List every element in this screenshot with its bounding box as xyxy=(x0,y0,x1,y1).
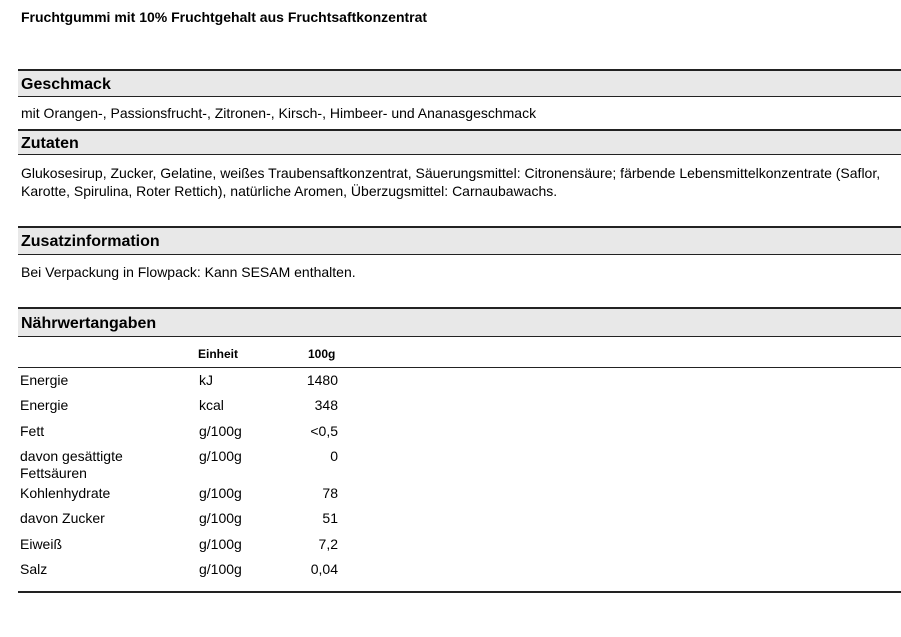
nutrient-unit: g/100g xyxy=(199,448,242,464)
zutaten-text: Glukosesirup, Zucker, Gelatine, weißes Traubensaftkonzentrat, Säuerungsmittel: Citronensäure; färbende Lebensmittelkonzentrate (Saflor, Karotte, Spirulina, Roter Rettich), natürliche Aromen, Überzugsmittel: Carnaubawachs. xyxy=(21,165,881,199)
nutrient-value: <0,5 xyxy=(310,423,338,439)
column-header-unit: Einheit xyxy=(198,347,239,361)
column-header-value: 100g xyxy=(308,347,336,361)
nutrient-unit: kJ xyxy=(199,372,213,388)
nutrient-name: Salz xyxy=(20,561,48,577)
nutrient-unit: g/100g xyxy=(199,423,242,439)
nutrient-value: 0 xyxy=(330,448,338,464)
section-heading-geschmack: Geschmack xyxy=(18,69,901,97)
geschmack-text: mit Orangen-, Passionsfrucht-, Zitronen-, Kirsch-, Himbeer- und Ananasgeschmack xyxy=(21,105,537,121)
nutrient-value: 78 xyxy=(322,485,338,501)
nutrient-name: davon gesättigte Fettsäuren xyxy=(20,448,123,481)
section-heading-naehrwerte: Nährwertangaben xyxy=(18,307,901,337)
nutrient-unit: g/100g xyxy=(199,536,242,552)
nutrient-name: Fett xyxy=(20,423,45,439)
nutrient-value: 348 xyxy=(314,397,338,413)
zusatzinformation-text: Bei Verpackung in Flowpack: Kann SESAM enthalten. xyxy=(21,264,356,280)
nutrient-unit: g/100g xyxy=(199,510,242,526)
nutrient-unit: g/100g xyxy=(199,485,242,501)
table-header-divider xyxy=(18,367,901,368)
nutrient-value: 1480 xyxy=(306,372,338,388)
nutrient-unit: kcal xyxy=(199,397,224,413)
section-heading-zusatzinformation: Zusatzinformation xyxy=(18,226,901,255)
nutrient-value: 0,04 xyxy=(310,561,338,577)
nutrient-value: 7,2 xyxy=(318,536,338,552)
section-heading-zutaten: Zutaten xyxy=(18,129,901,155)
nutrient-name: davon Zucker xyxy=(20,510,105,526)
nutrient-name: Kohlenhydrate xyxy=(20,485,111,501)
nutrient-name: Energie xyxy=(20,372,69,388)
document-title: Fruchtgummi mit 10% Fruchtgehalt aus Fruchtsaftkonzentrat xyxy=(21,9,428,25)
nutrient-name: Eiweiß xyxy=(20,536,63,552)
nutrient-unit: g/100g xyxy=(199,561,242,577)
nutrient-value: 51 xyxy=(322,510,338,526)
bottom-divider xyxy=(18,591,901,593)
nutrient-name: Energie xyxy=(20,397,69,413)
